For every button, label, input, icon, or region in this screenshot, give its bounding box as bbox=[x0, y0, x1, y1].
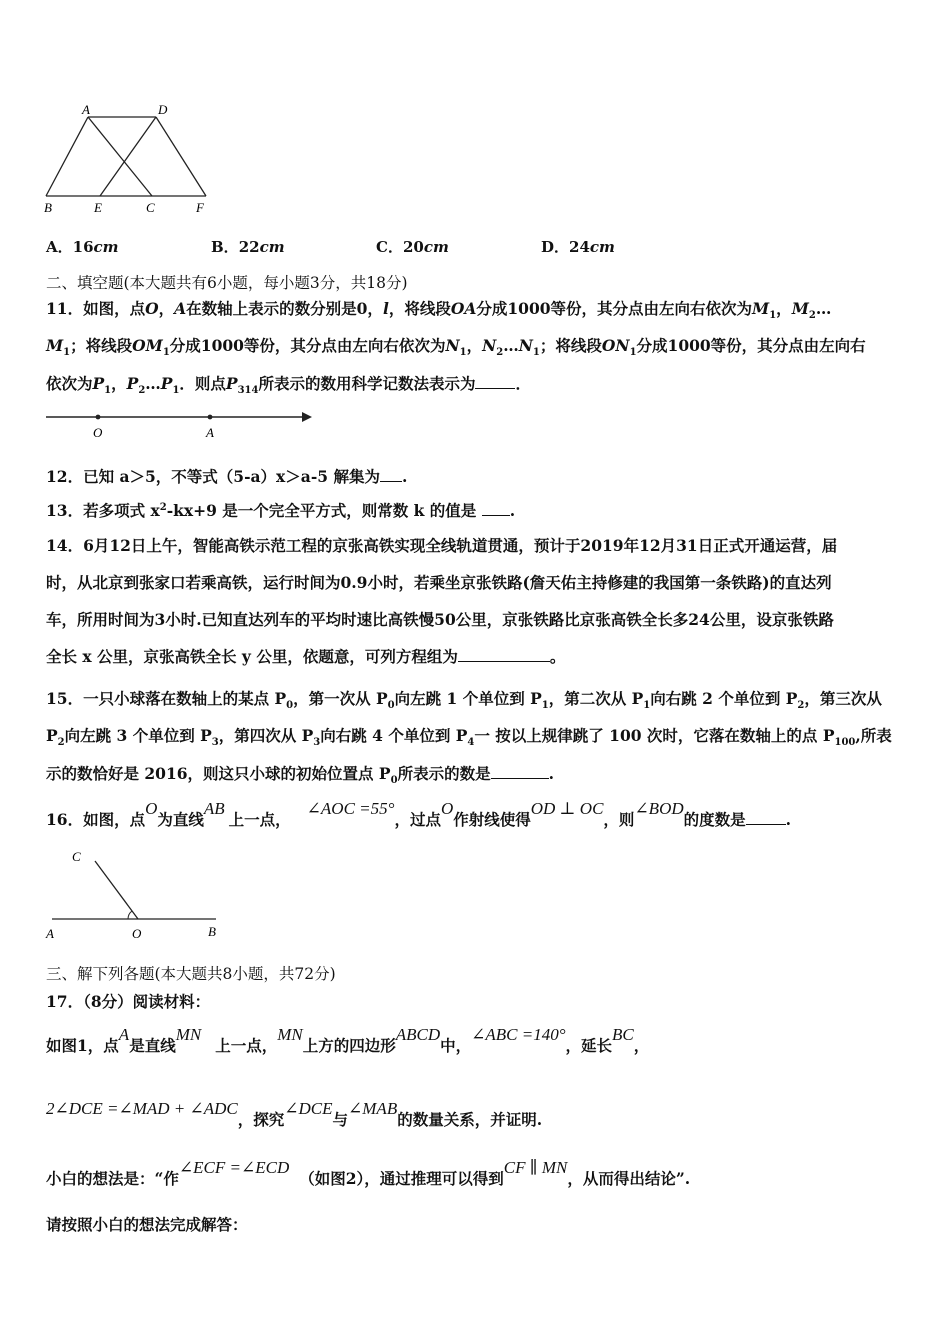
label-a: A bbox=[82, 102, 90, 117]
q12-text: 12．已知 a＞5，不等式（5-a）x＞a-5 解集为 . bbox=[46, 467, 408, 486]
label-b: B bbox=[44, 200, 52, 215]
q14-line-3: 车，所用时间为3小时.已知直达列车的平均时速比高铁慢50公里，京张铁路比京张高铁全长多24公里，设京张铁路 bbox=[46, 610, 834, 629]
q17-title: 17．（8分）阅读材料： bbox=[46, 992, 211, 1011]
label-b: B bbox=[208, 924, 216, 939]
answer-blank[interactable] bbox=[380, 467, 402, 482]
option-c[interactable]: C．20cm bbox=[376, 238, 449, 256]
label-a: A bbox=[206, 425, 214, 440]
answer-blank[interactable] bbox=[482, 501, 510, 516]
label-f: F bbox=[196, 200, 204, 215]
label-d: D bbox=[158, 102, 168, 117]
label-c: C bbox=[72, 849, 81, 864]
label-c: C bbox=[146, 200, 155, 215]
answer-blank[interactable] bbox=[746, 810, 786, 825]
q15-line-2: $P_2$向左跳 3 个单位到 $P_3$，第四次从 $P_3$向右跳 4 个单位到 $P_4$一 按以上规律跳了 100 次时，它落在数轴上的点 $P_{100}$,所表 bbox=[46, 726, 892, 749]
q11-line-1: 11．如图，点O，A在数轴上表示的数分别是0，l，将线段OA分成1000等份，其分点由左向右依次为$M_1$，$M_2\dots$ bbox=[46, 299, 832, 322]
q15-line-3: 示的数恰好是 2016，则这只小球的初始位置点 $P_0$所表示的数是 . bbox=[46, 764, 554, 787]
q11-line-3: 依次为$P_1$，$P_2\dots P_1$．则点$P_{314}$所表示的数用科学记数法表示为 ． bbox=[46, 374, 531, 397]
q14-line-2: 时，从北京到张家口若乘高铁，运行时间为0.9小时，若乘坐京张铁路(詹天佑主持修建的我国第一条铁路)的直达列 bbox=[46, 573, 832, 592]
q17-line-1: 如图1，点A是直线MN上一点，MN上方的四边形ABCD中，∠ABC =140°，延长BC， bbox=[46, 1025, 650, 1055]
q14-line-4: 全长 x 公里，京张高铁全长 y 公里，依题意，可列方程组为 。 bbox=[46, 647, 566, 666]
figure-angle-aoc bbox=[40, 842, 230, 942]
label-e: E bbox=[94, 200, 102, 215]
label-a: A bbox=[46, 926, 54, 941]
label-o: O bbox=[93, 425, 103, 440]
q14-line-1: 14．6月12日上午，智能高铁示范工程的京张高铁实现全线轨道贯通，预计于2019年12月31日正式开通运营，届 bbox=[46, 536, 838, 555]
number-line-figure bbox=[40, 405, 320, 445]
answer-blank[interactable] bbox=[475, 374, 515, 389]
q17-line-4: 请按照小白的想法完成解答： bbox=[46, 1215, 248, 1234]
option-b[interactable]: B．22cm bbox=[211, 238, 285, 256]
label-o: O bbox=[132, 926, 142, 941]
answer-blank[interactable] bbox=[491, 764, 549, 779]
q11-line-2: $M_1$；将线段$OM_1$分成1000等份，其分点由左向右依次为$N_1$，$N_2\dots N_1$；将线段$ON_1$分成1000等份，其分点由左向右 bbox=[46, 336, 866, 359]
section-2-title: 二、填空题(本大题共有6小题，每小题3分，共18分) bbox=[46, 274, 408, 292]
q13-text: 13．若多项式 $x^2-kx+9$ 是一个完全平方式，则常数 k 的值是 . bbox=[46, 501, 516, 520]
option-d[interactable]: D．24cm bbox=[541, 238, 615, 256]
q17-line-2: 2∠DCE =∠MAD + ∠ADC，探究∠DCE与∠MAB的数量关系，并证明. bbox=[46, 1099, 543, 1129]
answer-blank[interactable] bbox=[458, 647, 550, 662]
q15-line-1: 15．一只小球落在数轴上的某点 $P_0$，第一次从 $P_0$向左跳 1 个单位到 $P_1$，第二次从 $P_1$向右跳 2 个单位到 $P_2$，第三次从 bbox=[46, 689, 882, 712]
section-3-title: 三、解下列各题(本大题共8小题，共72分) bbox=[46, 965, 336, 983]
figure-trapezoid bbox=[40, 100, 230, 220]
option-a[interactable]: A．16cm bbox=[46, 238, 119, 256]
q17-line-3: 小白的想法是：“作∠ECF =∠ECD（如图2），通过推理可以得到CF ∥ MN，从而得出结论”. bbox=[46, 1158, 691, 1188]
q16-text: 16．如图，点O为直线AB上一点，∠AOC =55°，过点O作射线使得OD ⊥ OC，则∠BOD的度数是 . bbox=[46, 799, 792, 829]
